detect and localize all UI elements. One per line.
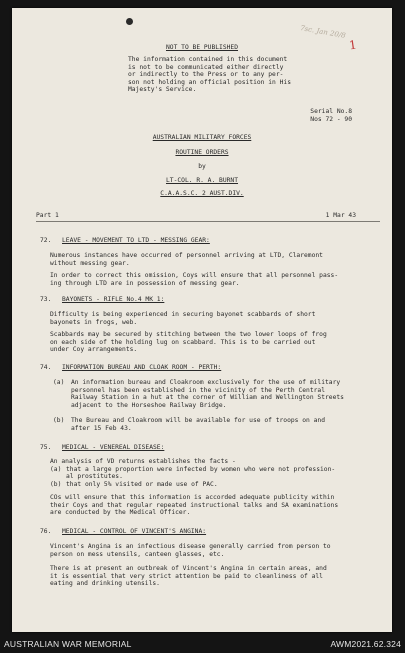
document-page <box>12 8 392 632</box>
footer-source: AUSTRALIAN WAR MEMORIAL <box>4 639 132 649</box>
punch-hole <box>126 18 133 25</box>
orders-title: ROUTINE ORDERS <box>175 149 229 156</box>
body-line: Numerous instances have occurred of personnel arriving at LTD, Claremont <box>50 252 323 259</box>
body-line: that only 5% visited or made use of PAC. <box>66 480 218 488</box>
officer: LT-COL. R. A. BURNT <box>165 177 239 184</box>
body-line: adjacent to the Horseshoe Railway Bridge. <box>71 401 227 409</box>
divider <box>36 221 380 222</box>
body-line: ing through LTD are in possession of messing gear. <box>50 279 240 287</box>
notice-line: is not to be communicated either directly <box>128 63 284 71</box>
part-label: Part 1 <box>36 212 59 219</box>
body-line: Vincent's Angina is an infectious disease generally carried from person to <box>50 543 331 550</box>
red-mark: 1 <box>348 37 358 53</box>
body-line: eating and drinking utensils. <box>50 580 160 588</box>
body-line: that a large proportion were infected by women who were not profession- <box>66 465 336 473</box>
body-line: under Coy arrangements. <box>50 346 138 354</box>
body-line: An information bureau and Cloakroom exclusively for the use of military <box>71 379 341 386</box>
body-line: their Coys and that regular repeated instructional talks and SA examinations <box>50 501 339 509</box>
body-line: The Bureau and Cloakroom will be available for use of troops on and <box>71 417 326 424</box>
item-number: 74. <box>40 364 52 371</box>
body-line: Difficulty is being experienced in securing bayonet scabbards of short <box>50 311 316 318</box>
item-number: 72. <box>40 237 52 244</box>
body-line: Railway Station in a hut at the corner of William and Wellington Streets <box>71 394 344 402</box>
body-line: person on mess utensils, canteen glasses, etc. <box>50 550 225 558</box>
body-line: are conducted by the Medical Officer. <box>50 509 191 517</box>
notice-line: The information contained in this document <box>128 56 288 63</box>
item-number: 73. <box>40 296 52 303</box>
order-date: 1 Mar 43 <box>325 212 356 219</box>
notice-line: son not holding an official position in His <box>128 78 292 86</box>
serial-number: Serial No.8 <box>310 108 352 115</box>
sub-label: (b) <box>53 417 65 424</box>
sub-label: (a) <box>53 379 65 386</box>
body-line: bayonets in frogs, web. <box>50 318 138 326</box>
heading: NOT TO BE PUBLISHED <box>165 44 239 51</box>
body-line: There is at present an outbreak of Vincent's Angina in certain areas, and <box>50 565 327 572</box>
body-line: without messing gear. <box>50 259 130 267</box>
order-numbers: Nos 72 - 90 <box>310 115 352 123</box>
handwritten-note: 7sc. Jan 20/8 <box>299 24 347 40</box>
item-number: 75. <box>40 444 52 451</box>
force-title: AUSTRALIAN MILITARY FORCES <box>152 134 252 141</box>
notice-line: or indirectly to the Press or to any per- <box>128 71 284 78</box>
unit: C.A.A.S.C. 2 AUST.DIV. <box>160 190 244 197</box>
body-line: on each side of the holding lug on scabbard. This is to be carried out <box>50 338 316 346</box>
body-line: Scabbards may be secured by stitching between the two lower loops of frog <box>50 331 327 338</box>
notice-line: Majesty's Service. <box>128 86 197 93</box>
body-line: personnel has been established in the vicinity of the Perth Central <box>71 386 326 394</box>
body-line: al prostitutes. <box>66 473 123 481</box>
footer-accession-id: AWM2021.62.324 <box>330 639 401 649</box>
body-line: An analysis of VD returns establishes the facts - <box>50 458 236 465</box>
item-heading: LEAVE - MOVEMENT TO LTD - MESSING GEAR: <box>62 237 210 244</box>
item-number: 76. <box>40 528 52 535</box>
sub-label: (b) <box>50 480 62 488</box>
sub-label: (a) <box>50 465 62 473</box>
item-heading: MEDICAL - VENEREAL DISEASE: <box>62 444 165 451</box>
item-heading: BAYONETS - RIFLE No.4 MK 1: <box>62 296 165 303</box>
body-line: it is essential that very strict attention be paid to cleanliness of all <box>50 572 323 580</box>
footer-bar <box>0 637 405 653</box>
body-line: after 15 Feb 43. <box>71 424 132 432</box>
body-line: COs will ensure that this information is accorded adequate publicity within <box>50 494 335 501</box>
item-heading: MEDICAL - CONTROL OF VINCENT'S ANGINA: <box>62 528 207 535</box>
by-line: by <box>198 163 206 170</box>
body-line: In order to correct this omission, Coys will ensure that all personnel pass- <box>50 272 339 279</box>
item-heading: INFORMATION BUREAU AND CLOAK ROOM - PERTH: <box>62 364 222 371</box>
